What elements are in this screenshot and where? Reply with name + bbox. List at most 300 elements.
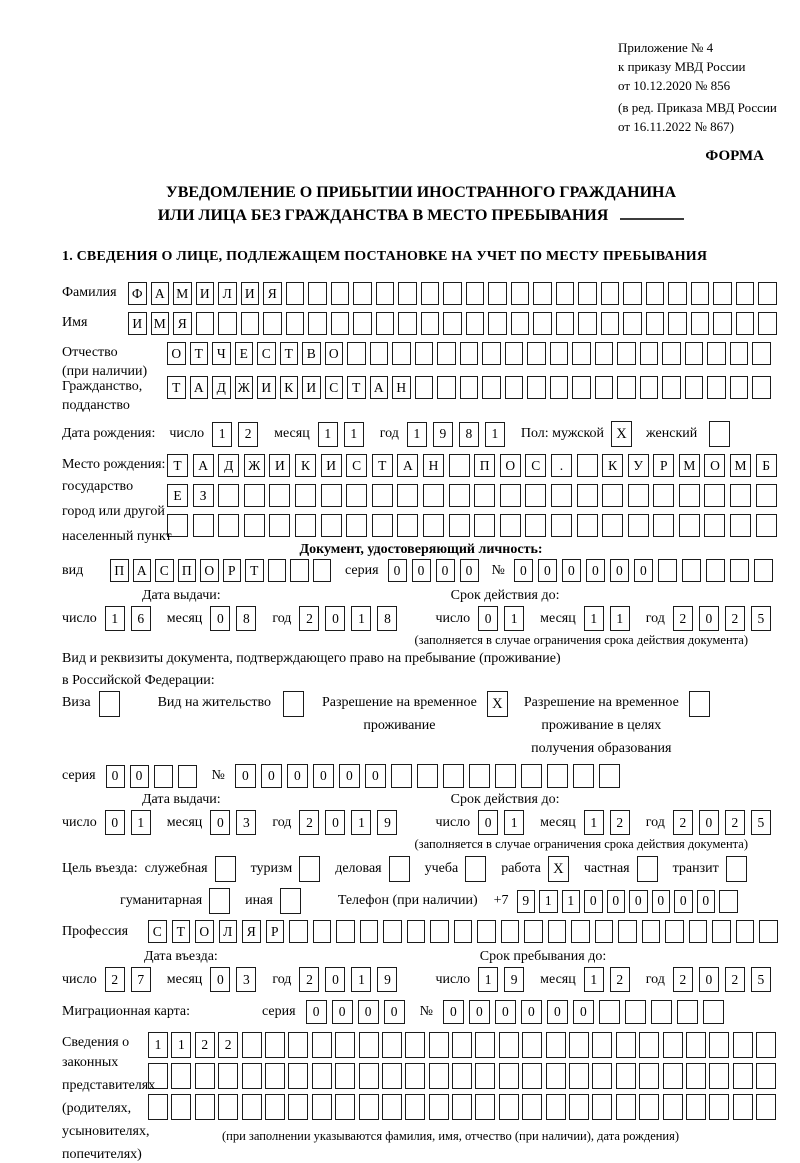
char-cell[interactable] [521, 764, 542, 788]
char-cell[interactable] [685, 376, 704, 399]
char-cell[interactable] [595, 376, 614, 399]
char-cell[interactable]: Т [190, 342, 209, 365]
char-cell[interactable] [474, 514, 495, 537]
char-cell[interactable]: 0 [652, 890, 671, 913]
char-cell[interactable] [346, 484, 367, 507]
char-cell[interactable] [308, 312, 327, 335]
char-cell[interactable] [405, 1063, 425, 1089]
char-cell[interactable] [592, 1094, 612, 1120]
char-cell[interactable]: К [280, 376, 299, 399]
char-cell[interactable] [454, 920, 473, 943]
char-cell[interactable]: 2 [673, 606, 693, 631]
char-cell[interactable] [171, 1063, 191, 1089]
char-cell[interactable]: М [679, 454, 700, 477]
char-cell[interactable]: 1 [504, 810, 524, 835]
char-cell[interactable] [288, 1063, 308, 1089]
char-cell[interactable]: 1 [171, 1032, 191, 1058]
char-cell[interactable] [685, 342, 704, 365]
char-cell[interactable]: А [190, 376, 209, 399]
char-cell[interactable]: 6 [131, 606, 151, 631]
char-cell[interactable]: И [257, 376, 276, 399]
char-cell[interactable]: С [325, 376, 344, 399]
char-cell[interactable]: 0 [699, 967, 719, 992]
char-cell[interactable]: О [200, 559, 219, 582]
char-cell[interactable] [573, 764, 594, 788]
char-cell[interactable] [719, 890, 738, 913]
char-cell[interactable] [376, 312, 395, 335]
char-cell[interactable] [599, 764, 620, 788]
char-cell[interactable] [730, 342, 749, 365]
char-cell[interactable]: Н [392, 376, 411, 399]
char-cell[interactable]: 1 [351, 967, 371, 992]
char-cell[interactable]: 0 [325, 606, 345, 631]
char-cell[interactable]: И [269, 454, 290, 477]
char-cell[interactable] [752, 342, 771, 365]
char-cell[interactable] [522, 1094, 542, 1120]
char-cell[interactable]: М [173, 282, 192, 305]
char-cell[interactable] [500, 514, 521, 537]
char-cell[interactable] [730, 376, 749, 399]
char-cell[interactable] [218, 484, 239, 507]
char-cell[interactable] [244, 514, 265, 537]
char-cell[interactable] [616, 1032, 636, 1058]
char-cell[interactable]: У [628, 454, 649, 477]
char-cell[interactable] [171, 1094, 191, 1120]
char-cell[interactable] [595, 342, 614, 365]
char-cell[interactable]: 9 [517, 890, 536, 913]
char-cell[interactable] [415, 376, 434, 399]
char-cell[interactable]: 0 [674, 890, 693, 913]
char-cell[interactable]: 0 [306, 1000, 327, 1024]
char-cell[interactable]: 1 [105, 606, 125, 631]
char-cell[interactable] [617, 342, 636, 365]
char-cell[interactable] [505, 376, 524, 399]
char-cell[interactable] [437, 342, 456, 365]
char-cell[interactable] [449, 514, 470, 537]
char-cell[interactable]: О [500, 454, 521, 477]
char-cell[interactable]: 0 [562, 559, 581, 582]
char-cell[interactable]: 0 [332, 1000, 353, 1024]
char-cell[interactable] [499, 1032, 519, 1058]
female-checkbox[interactable] [709, 421, 730, 447]
char-cell[interactable]: Я [242, 920, 261, 943]
char-cell[interactable] [331, 312, 350, 335]
char-cell[interactable]: Ч [212, 342, 231, 365]
char-cell[interactable] [421, 282, 440, 305]
char-cell[interactable]: И [321, 454, 342, 477]
char-cell[interactable] [336, 920, 355, 943]
char-cell[interactable]: 0 [634, 559, 653, 582]
char-cell[interactable]: 0 [607, 890, 626, 913]
char-cell[interactable] [482, 342, 501, 365]
char-cell[interactable] [452, 1094, 472, 1120]
char-cell[interactable] [616, 1063, 636, 1089]
char-cell[interactable] [668, 312, 687, 335]
char-cell[interactable]: 0 [261, 764, 282, 788]
char-cell[interactable] [679, 514, 700, 537]
char-cell[interactable]: 2 [725, 967, 745, 992]
char-cell[interactable] [756, 1063, 776, 1089]
char-cell[interactable]: П [474, 454, 495, 477]
char-cell[interactable]: 0 [443, 1000, 464, 1024]
char-cell[interactable] [321, 514, 342, 537]
char-cell[interactable] [546, 1063, 566, 1089]
char-cell[interactable] [372, 514, 393, 537]
char-cell[interactable] [372, 484, 393, 507]
char-cell[interactable] [646, 312, 665, 335]
char-cell[interactable]: 3 [236, 967, 256, 992]
char-cell[interactable]: 1 [131, 810, 151, 835]
char-cell[interactable] [312, 1032, 332, 1058]
char-cell[interactable]: А [193, 454, 214, 477]
char-cell[interactable] [551, 484, 572, 507]
char-cell[interactable] [577, 484, 598, 507]
char-cell[interactable] [429, 1063, 449, 1089]
char-cell[interactable] [397, 484, 418, 507]
char-cell[interactable] [756, 1032, 776, 1058]
char-cell[interactable] [398, 282, 417, 305]
char-cell[interactable] [488, 312, 507, 335]
char-cell[interactable] [359, 1032, 379, 1058]
char-cell[interactable] [488, 282, 507, 305]
char-cell[interactable]: А [151, 282, 170, 305]
char-cell[interactable] [391, 764, 412, 788]
purpose-transit-checkbox[interactable] [726, 856, 747, 882]
char-cell[interactable] [754, 559, 773, 582]
char-cell[interactable] [359, 1094, 379, 1120]
char-cell[interactable] [668, 282, 687, 305]
char-cell[interactable]: А [370, 376, 389, 399]
char-cell[interactable] [546, 1094, 566, 1120]
char-cell[interactable] [639, 1032, 659, 1058]
char-cell[interactable] [533, 312, 552, 335]
char-cell[interactable]: 0 [584, 890, 603, 913]
char-cell[interactable] [495, 764, 516, 788]
char-cell[interactable] [423, 514, 444, 537]
char-cell[interactable]: 1 [539, 890, 558, 913]
char-cell[interactable] [443, 282, 462, 305]
char-cell[interactable] [703, 1000, 724, 1024]
char-cell[interactable]: Т [167, 376, 186, 399]
char-cell[interactable]: 0 [358, 1000, 379, 1024]
char-cell[interactable]: 1 [610, 606, 630, 631]
char-cell[interactable]: В [302, 342, 321, 365]
char-cell[interactable] [617, 376, 636, 399]
char-cell[interactable] [312, 1063, 332, 1089]
char-cell[interactable]: 1 [584, 967, 604, 992]
char-cell[interactable] [218, 312, 237, 335]
char-cell[interactable]: М [730, 454, 751, 477]
char-cell[interactable] [550, 376, 569, 399]
char-cell[interactable]: П [110, 559, 129, 582]
char-cell[interactable] [733, 1032, 753, 1058]
char-cell[interactable] [527, 376, 546, 399]
char-cell[interactable]: 8 [236, 606, 256, 631]
char-cell[interactable] [499, 1094, 519, 1120]
char-cell[interactable] [525, 484, 546, 507]
char-cell[interactable]: 2 [299, 606, 319, 631]
char-cell[interactable]: Ф [128, 282, 147, 305]
char-cell[interactable] [335, 1094, 355, 1120]
purpose-business-checkbox[interactable] [389, 856, 410, 882]
char-cell[interactable]: 0 [105, 810, 125, 835]
char-cell[interactable] [195, 1063, 215, 1089]
char-cell[interactable] [662, 342, 681, 365]
char-cell[interactable] [709, 1032, 729, 1058]
char-cell[interactable]: 0 [365, 764, 386, 788]
char-cell[interactable]: П [178, 559, 197, 582]
char-cell[interactable]: 2 [725, 606, 745, 631]
char-cell[interactable] [286, 282, 305, 305]
char-cell[interactable] [376, 282, 395, 305]
char-cell[interactable] [290, 559, 309, 582]
char-cell[interactable] [572, 342, 591, 365]
char-cell[interactable] [663, 1063, 683, 1089]
char-cell[interactable] [639, 1094, 659, 1120]
char-cell[interactable] [691, 312, 710, 335]
char-cell[interactable]: К [295, 454, 316, 477]
char-cell[interactable] [268, 559, 287, 582]
char-cell[interactable] [499, 1063, 519, 1089]
char-cell[interactable] [242, 1063, 262, 1089]
char-cell[interactable] [346, 514, 367, 537]
char-cell[interactable] [353, 312, 372, 335]
purpose-study-checkbox[interactable] [465, 856, 486, 882]
char-cell[interactable] [533, 282, 552, 305]
char-cell[interactable] [397, 514, 418, 537]
char-cell[interactable]: 5 [751, 967, 771, 992]
char-cell[interactable] [288, 1094, 308, 1120]
char-cell[interactable] [475, 1063, 495, 1089]
char-cell[interactable] [569, 1094, 589, 1120]
char-cell[interactable]: 1 [351, 810, 371, 835]
char-cell[interactable] [522, 1032, 542, 1058]
char-cell[interactable]: 0 [538, 559, 557, 582]
char-cell[interactable] [511, 312, 530, 335]
char-cell[interactable] [423, 484, 444, 507]
char-cell[interactable]: 0 [495, 1000, 516, 1024]
char-cell[interactable] [398, 312, 417, 335]
char-cell[interactable] [148, 1094, 168, 1120]
char-cell[interactable] [193, 514, 214, 537]
char-cell[interactable] [628, 514, 649, 537]
char-cell[interactable]: Д [212, 376, 231, 399]
char-cell[interactable]: О [325, 342, 344, 365]
male-checkbox[interactable]: X [611, 421, 632, 447]
char-cell[interactable] [569, 1063, 589, 1089]
char-cell[interactable] [359, 1063, 379, 1089]
char-cell[interactable]: 0 [436, 559, 455, 582]
char-cell[interactable]: 0 [210, 810, 230, 835]
char-cell[interactable] [551, 514, 572, 537]
char-cell[interactable] [733, 1063, 753, 1089]
char-cell[interactable] [707, 376, 726, 399]
char-cell[interactable] [756, 514, 777, 537]
char-cell[interactable]: Н [423, 454, 444, 477]
char-cell[interactable] [522, 1063, 542, 1089]
char-cell[interactable]: 0 [339, 764, 360, 788]
char-cell[interactable]: 0 [521, 1000, 542, 1024]
char-cell[interactable] [295, 514, 316, 537]
char-cell[interactable]: Б [756, 454, 777, 477]
char-cell[interactable] [752, 376, 771, 399]
char-cell[interactable] [625, 1000, 646, 1024]
char-cell[interactable]: 0 [106, 765, 125, 788]
char-cell[interactable] [616, 1094, 636, 1120]
char-cell[interactable]: 1 [584, 810, 604, 835]
char-cell[interactable]: О [167, 342, 186, 365]
char-cell[interactable] [665, 920, 684, 943]
char-cell[interactable]: З [193, 484, 214, 507]
char-cell[interactable] [241, 312, 260, 335]
char-cell[interactable]: Л [218, 282, 237, 305]
char-cell[interactable] [415, 342, 434, 365]
char-cell[interactable]: 2 [195, 1032, 215, 1058]
char-cell[interactable]: С [346, 454, 367, 477]
char-cell[interactable] [572, 376, 591, 399]
char-cell[interactable] [651, 1000, 672, 1024]
char-cell[interactable] [382, 1063, 402, 1089]
char-cell[interactable]: Я [263, 282, 282, 305]
char-cell[interactable] [295, 484, 316, 507]
char-cell[interactable]: 1 [148, 1032, 168, 1058]
char-cell[interactable]: 0 [478, 810, 498, 835]
char-cell[interactable] [335, 1032, 355, 1058]
char-cell[interactable] [524, 920, 543, 943]
char-cell[interactable] [663, 1032, 683, 1058]
char-cell[interactable] [452, 1063, 472, 1089]
char-cell[interactable] [452, 1032, 472, 1058]
char-cell[interactable]: 8 [459, 422, 479, 447]
char-cell[interactable] [525, 514, 546, 537]
char-cell[interactable] [242, 1032, 262, 1058]
char-cell[interactable] [218, 514, 239, 537]
char-cell[interactable] [265, 1032, 285, 1058]
char-cell[interactable] [706, 559, 725, 582]
char-cell[interactable] [218, 1094, 238, 1120]
char-cell[interactable]: 0 [697, 890, 716, 913]
char-cell[interactable] [602, 514, 623, 537]
purpose-official-checkbox[interactable] [215, 856, 236, 882]
char-cell[interactable]: 0 [384, 1000, 405, 1024]
char-cell[interactable] [469, 764, 490, 788]
char-cell[interactable] [640, 376, 659, 399]
char-cell[interactable]: 0 [130, 765, 149, 788]
char-cell[interactable] [577, 514, 598, 537]
char-cell[interactable] [686, 1094, 706, 1120]
char-cell[interactable] [704, 484, 725, 507]
temp-residence-checkbox[interactable]: X [487, 691, 508, 717]
char-cell[interactable] [430, 920, 449, 943]
char-cell[interactable] [321, 484, 342, 507]
char-cell[interactable] [449, 484, 470, 507]
char-cell[interactable]: Д [218, 454, 239, 477]
char-cell[interactable] [501, 920, 520, 943]
char-cell[interactable]: И [302, 376, 321, 399]
char-cell[interactable] [709, 1094, 729, 1120]
char-cell[interactable] [466, 282, 485, 305]
char-cell[interactable] [269, 484, 290, 507]
char-cell[interactable] [704, 514, 725, 537]
char-cell[interactable]: Р [266, 920, 285, 943]
purpose-tourism-checkbox[interactable] [299, 856, 320, 882]
char-cell[interactable] [569, 1032, 589, 1058]
char-cell[interactable] [511, 282, 530, 305]
char-cell[interactable]: Ж [235, 376, 254, 399]
char-cell[interactable]: 2 [218, 1032, 238, 1058]
char-cell[interactable] [331, 282, 350, 305]
char-cell[interactable] [269, 514, 290, 537]
char-cell[interactable] [437, 376, 456, 399]
char-cell[interactable] [477, 920, 496, 943]
char-cell[interactable] [577, 454, 598, 477]
char-cell[interactable] [460, 342, 479, 365]
char-cell[interactable] [662, 376, 681, 399]
char-cell[interactable]: Ж [244, 454, 265, 477]
char-cell[interactable]: 2 [610, 967, 630, 992]
char-cell[interactable] [443, 764, 464, 788]
char-cell[interactable] [658, 559, 677, 582]
char-cell[interactable] [308, 282, 327, 305]
char-cell[interactable] [360, 920, 379, 943]
char-cell[interactable] [686, 1063, 706, 1089]
char-cell[interactable]: 0 [629, 890, 648, 913]
char-cell[interactable]: И [241, 282, 260, 305]
char-cell[interactable] [571, 920, 590, 943]
char-cell[interactable]: 0 [610, 559, 629, 582]
char-cell[interactable]: 0 [388, 559, 407, 582]
char-cell[interactable] [475, 1094, 495, 1120]
char-cell[interactable] [288, 1032, 308, 1058]
char-cell[interactable] [178, 765, 197, 788]
char-cell[interactable] [628, 484, 649, 507]
char-cell[interactable]: О [195, 920, 214, 943]
char-cell[interactable] [460, 376, 479, 399]
char-cell[interactable]: 0 [313, 764, 334, 788]
char-cell[interactable] [592, 1032, 612, 1058]
char-cell[interactable] [556, 282, 575, 305]
char-cell[interactable] [370, 342, 389, 365]
char-cell[interactable] [601, 282, 620, 305]
char-cell[interactable]: Т [245, 559, 264, 582]
char-cell[interactable] [335, 1063, 355, 1089]
char-cell[interactable] [505, 342, 524, 365]
char-cell[interactable]: 8 [377, 606, 397, 631]
char-cell[interactable] [242, 1094, 262, 1120]
char-cell[interactable] [218, 1063, 238, 1089]
char-cell[interactable]: 0 [210, 606, 230, 631]
char-cell[interactable] [382, 1032, 402, 1058]
char-cell[interactable]: 5 [751, 810, 771, 835]
temp-residence-edu-checkbox[interactable] [689, 691, 710, 717]
char-cell[interactable]: 1 [318, 422, 338, 447]
char-cell[interactable] [730, 559, 749, 582]
char-cell[interactable] [500, 484, 521, 507]
char-cell[interactable]: 2 [673, 810, 693, 835]
char-cell[interactable]: 1 [351, 606, 371, 631]
char-cell[interactable] [392, 342, 411, 365]
char-cell[interactable] [677, 1000, 698, 1024]
char-cell[interactable] [663, 1094, 683, 1120]
char-cell[interactable] [347, 342, 366, 365]
char-cell[interactable] [196, 312, 215, 335]
char-cell[interactable]: 0 [412, 559, 431, 582]
char-cell[interactable]: 7 [131, 967, 151, 992]
char-cell[interactable]: 0 [210, 967, 230, 992]
purpose-private-checkbox[interactable] [637, 856, 658, 882]
char-cell[interactable]: 2 [299, 810, 319, 835]
char-cell[interactable]: 2 [105, 967, 125, 992]
